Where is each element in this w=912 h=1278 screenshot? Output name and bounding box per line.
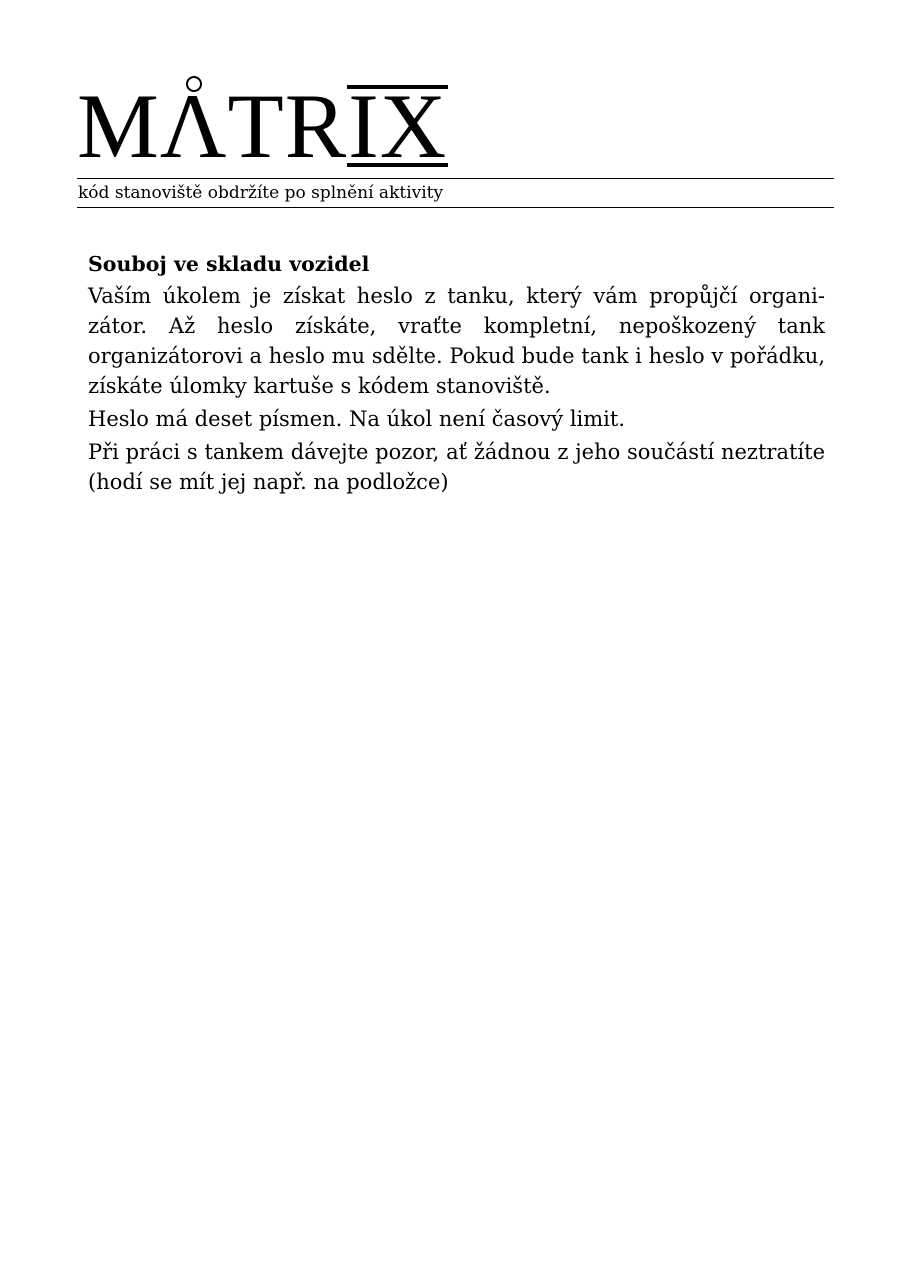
header-top-rule: [77, 178, 834, 179]
task-section: [88, 249, 825, 500]
task-paragraph: Vaším úkolem je získat heslo z tanku, který vám propůjčí organizátor. Až heslo získáte, vraťte kompletní, nepoškozený tank organizátorovi a heslo mu sdělte. Pokud bude tank i heslo v pořádku, získáte úlomky kartuše s kódem stanoviště.: [88, 284, 825, 398]
header-bottom-rule: [77, 207, 834, 208]
matrix-logo: M ΛTRIX: [77, 75, 448, 177]
header-subtitle: kód stanoviště obdržíte po splnění aktivity: [78, 183, 444, 203]
task-paragraph: Heslo má deset písmen. Na úkol není časový limit.: [88, 407, 626, 431]
task-title: Souboj ve skladu vozidel: [88, 252, 370, 276]
task-paragraph: Při práci s tankem dávejte pozor, ať žádnou z jeho součástí neztratíte (hodí se mít jej např. na podložce): [88, 440, 825, 494]
